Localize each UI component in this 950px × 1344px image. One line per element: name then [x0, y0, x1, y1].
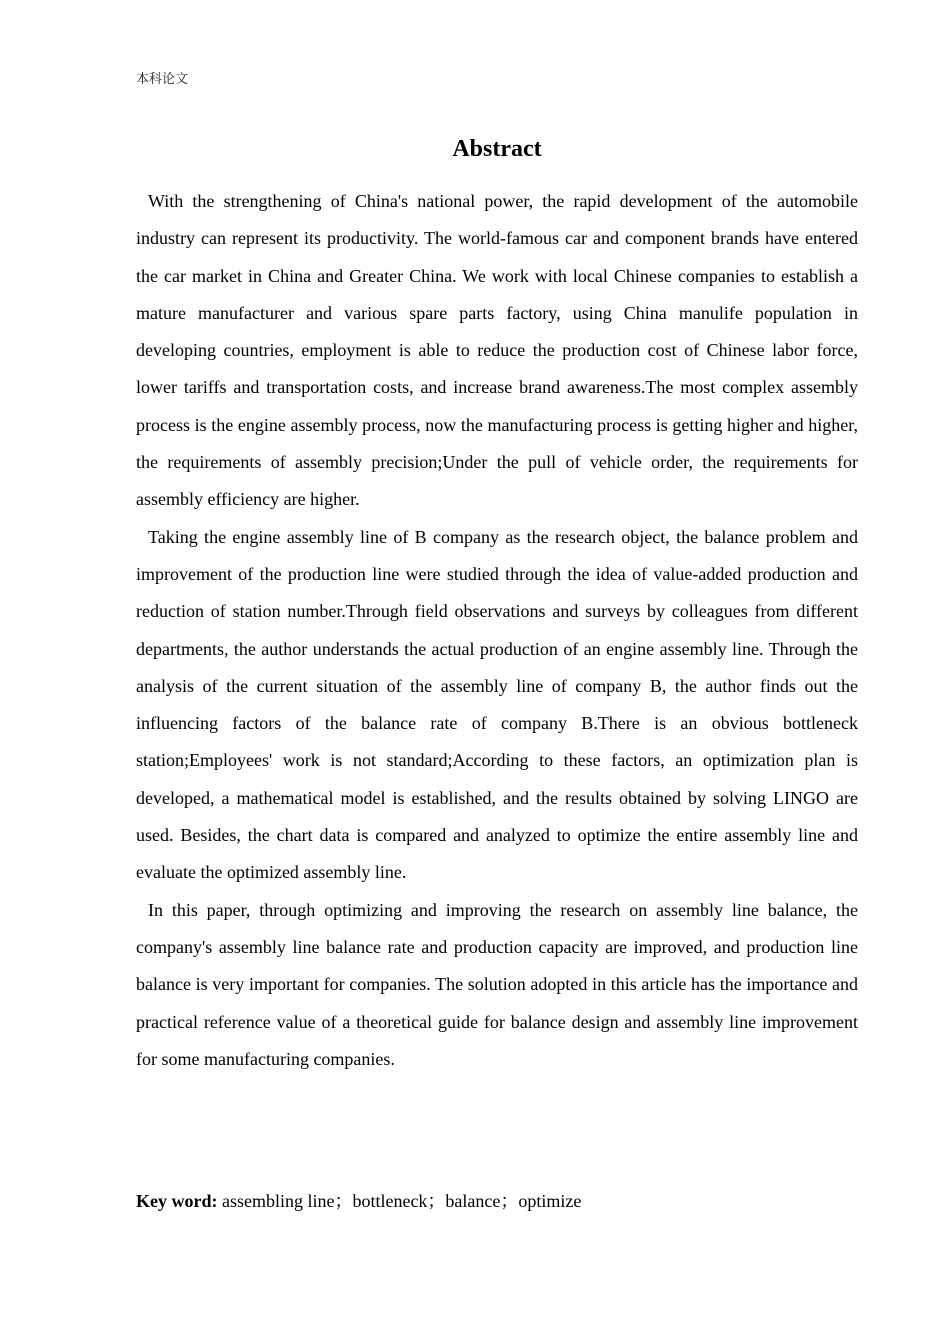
abstract-paragraph-1: With the strengthening of China's national power, the rapid development of the automobile industry can represent its productivity. The world-famous car and component brands have entered the car market in China and Greater China. We work with local Chinese companies to establish a mature manufacturer and various spare parts factory, using China manulife population in developing countries, employment is able to reduce the production cost of Chinese labor force, lower tariffs and transportation costs, and increase brand awareness.The most complex assembly process is the engine assembly process, now the manufacturing process is getting higher and higher, the requirements of assembly precision;Under the pull of vehicle order, the requirements for assembly efficiency are higher. [136, 191, 858, 510]
running-header: 本科论文 [136, 72, 189, 87]
keywords-line [136, 1187, 858, 1215]
abstract-paragraph-3: In this paper, through optimizing and improving the research on assembly line balance, the company's assembly line balance rate and production capacity are improved, and production line balance is very important for companies. The solution adopted in this article has the importance and practical reference value of a theoretical guide for balance design and assembly line improvement for some manufacturing companies. [136, 899, 858, 1069]
keywords-label: Key word: [136, 1191, 218, 1211]
abstract-paragraph-2: Taking the engine assembly line of B company as the research object, the balance problem and improvement of the production line were studied through the idea of value-added production and reduction of station number.Through field observations and surveys by colleagues from different departments, the author understands the actual production of an engine assembly line. Through the analysis of the current situation of the assembly line of company B, the author finds out the influencing factors of the balance rate of company B.There is an obvious bottleneck station;Employees' work is not standard;According to these factors, an optimization plan is developed, a mathematical model is established, and the results obtained by solving LINGO are used. Besides, the chart data is compared and analyzed to optimize the entire assembly line and evaluate the optimized assembly line. [136, 526, 858, 883]
abstract-title: Abstract [452, 136, 542, 162]
abstract-body [136, 183, 858, 1078]
keywords-text: assembling line；bottleneck；balance；optimize [221, 1191, 582, 1211]
